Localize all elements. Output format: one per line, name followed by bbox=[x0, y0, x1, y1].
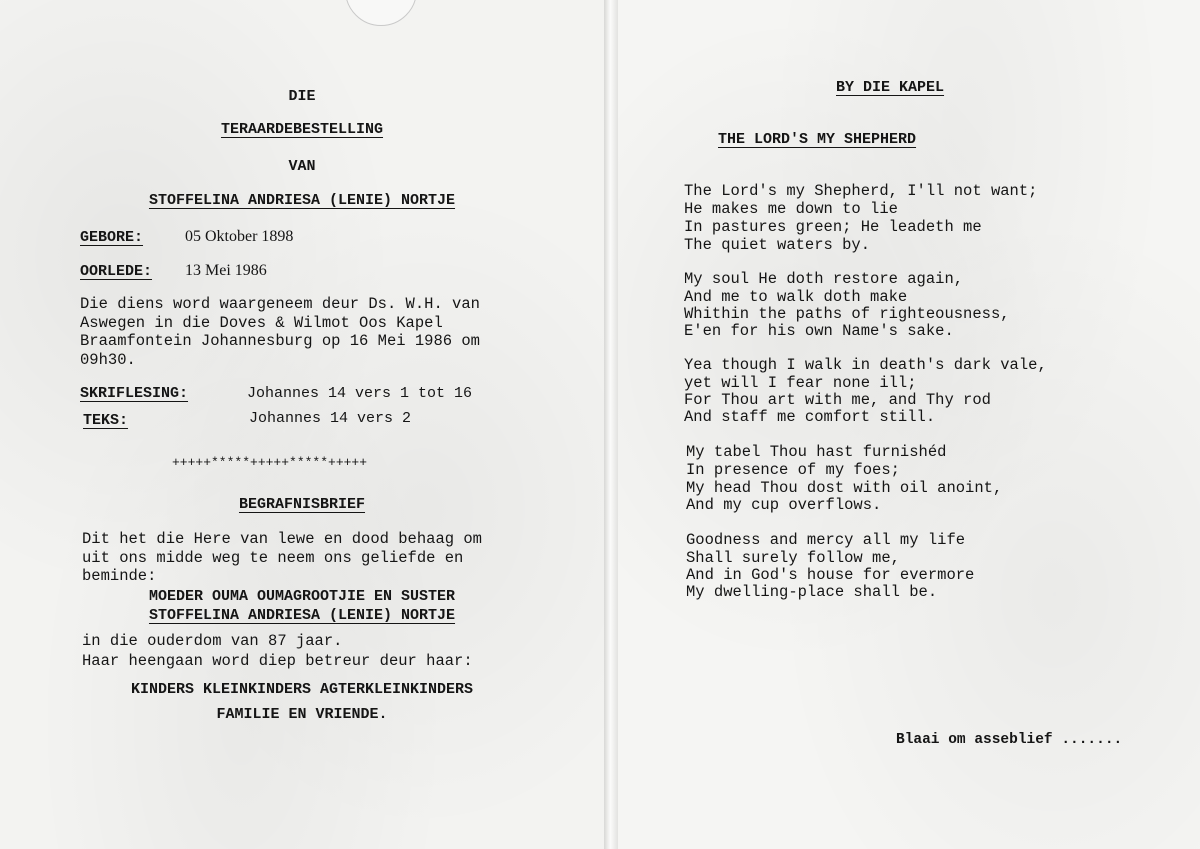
oorlede-value: 13 Mei 1986 bbox=[185, 262, 267, 279]
mourn-line: Haar heengaan word diep betreur deur haar: bbox=[82, 652, 473, 670]
poem-line: My soul He doth restore again, bbox=[684, 270, 964, 288]
poem-line: Whithin the paths of righteousness, bbox=[684, 305, 1010, 323]
begrafnisbrief-heading: BEGRAFNISBRIEF bbox=[238, 496, 366, 513]
poem-line: And in God's house for evermore bbox=[686, 566, 975, 584]
poem-line: The quiet waters by. bbox=[684, 236, 871, 254]
deceased-name-2: STOFFELINA ANDRIESA (LENIE) NORTJE bbox=[148, 607, 456, 624]
skriflesing-value: Johannes 14 vers 1 tot 16 bbox=[247, 385, 473, 402]
poem-line: Shall surely follow me, bbox=[686, 549, 900, 567]
poem-line: And me to walk doth make bbox=[684, 288, 908, 306]
teks-value: Johannes 14 vers 2 bbox=[249, 410, 412, 427]
relation-line: MOEDER OUMA OUMAGROOTJIE EN SUSTER bbox=[148, 588, 456, 605]
family-line-2: FAMILIE EN VRIENDE. bbox=[216, 706, 388, 723]
deceased-name: STOFFELINA ANDRIESA (LENIE) NORTJE bbox=[148, 192, 456, 209]
poem-line: For Thou art with me, and Thy rod bbox=[684, 391, 991, 409]
teks-label: TEKS: bbox=[83, 412, 129, 429]
skriflesing-label: SKRIFLESING: bbox=[80, 385, 189, 402]
poem-line: In presence of my foes; bbox=[686, 461, 900, 479]
poem-line: E'en for his own Name's sake. bbox=[684, 322, 954, 340]
die-heading: DIE bbox=[288, 88, 316, 105]
brief-line: uit ons midde weg te neem ons geliefde en bbox=[82, 548, 464, 567]
gebore-label: GEBORE: bbox=[80, 229, 144, 246]
by-die-kapel-heading: BY DIE KAPEL bbox=[836, 79, 945, 96]
family-line-1: KINDERS KLEINKINDERS AGTERKLEINKINDERS bbox=[130, 681, 474, 698]
page-fold bbox=[604, 0, 618, 849]
poem-line: yet will I fear none ill; bbox=[684, 374, 917, 392]
service-line: Braamfontein Johannesburg op 16 Mei 1986 om bbox=[80, 332, 480, 350]
poem-line: My dwelling-place shall be. bbox=[686, 583, 938, 601]
poem-line: In pastures green; He leadeth me bbox=[684, 218, 982, 236]
poem-line: He makes me down to lie bbox=[684, 200, 898, 218]
brief-line: beminde: bbox=[82, 567, 157, 585]
service-line: Aswegen in die Doves & Wilmot Oos Kapel bbox=[80, 313, 443, 332]
poem-line: Yea though I walk in death's dark vale, bbox=[684, 356, 1047, 374]
poem-line: My tabel Thou hast furnishéd bbox=[686, 443, 947, 461]
punch-hole bbox=[345, 0, 417, 26]
poem-line: Goodness and mercy all my life bbox=[686, 531, 966, 549]
service-line: 09h30. bbox=[80, 350, 136, 369]
teraardebestelling-heading: TERAARDEBESTELLING bbox=[220, 121, 384, 138]
van-heading: VAN bbox=[288, 158, 316, 175]
poem-line: And staff me comfort still. bbox=[684, 408, 936, 426]
brief-line: Dit het die Here van lewe en dood behaag om bbox=[82, 530, 482, 548]
poem-line: The Lord's my Shepherd, I'll not want; bbox=[684, 182, 1038, 200]
age-line: in die ouderdom van 87 jaar. bbox=[82, 632, 343, 650]
poem-line: And my cup overflows. bbox=[686, 496, 882, 514]
turn-over-note: Blaai om asseblief ....... bbox=[896, 732, 1123, 748]
poem-line: My head Thou dost with oil anoint, bbox=[686, 479, 1003, 497]
right-page bbox=[618, 0, 1200, 849]
service-line: Die diens word waargeneem deur Ds. W.H. van bbox=[80, 295, 480, 313]
oorlede-label: OORLEDE: bbox=[80, 263, 153, 280]
hymn-title: THE LORD'S MY SHEPHERD bbox=[718, 131, 917, 148]
gebore-value: 05 Oktober 1898 bbox=[185, 228, 294, 245]
divider: +++++*****+++++*****+++++ bbox=[172, 455, 368, 470]
